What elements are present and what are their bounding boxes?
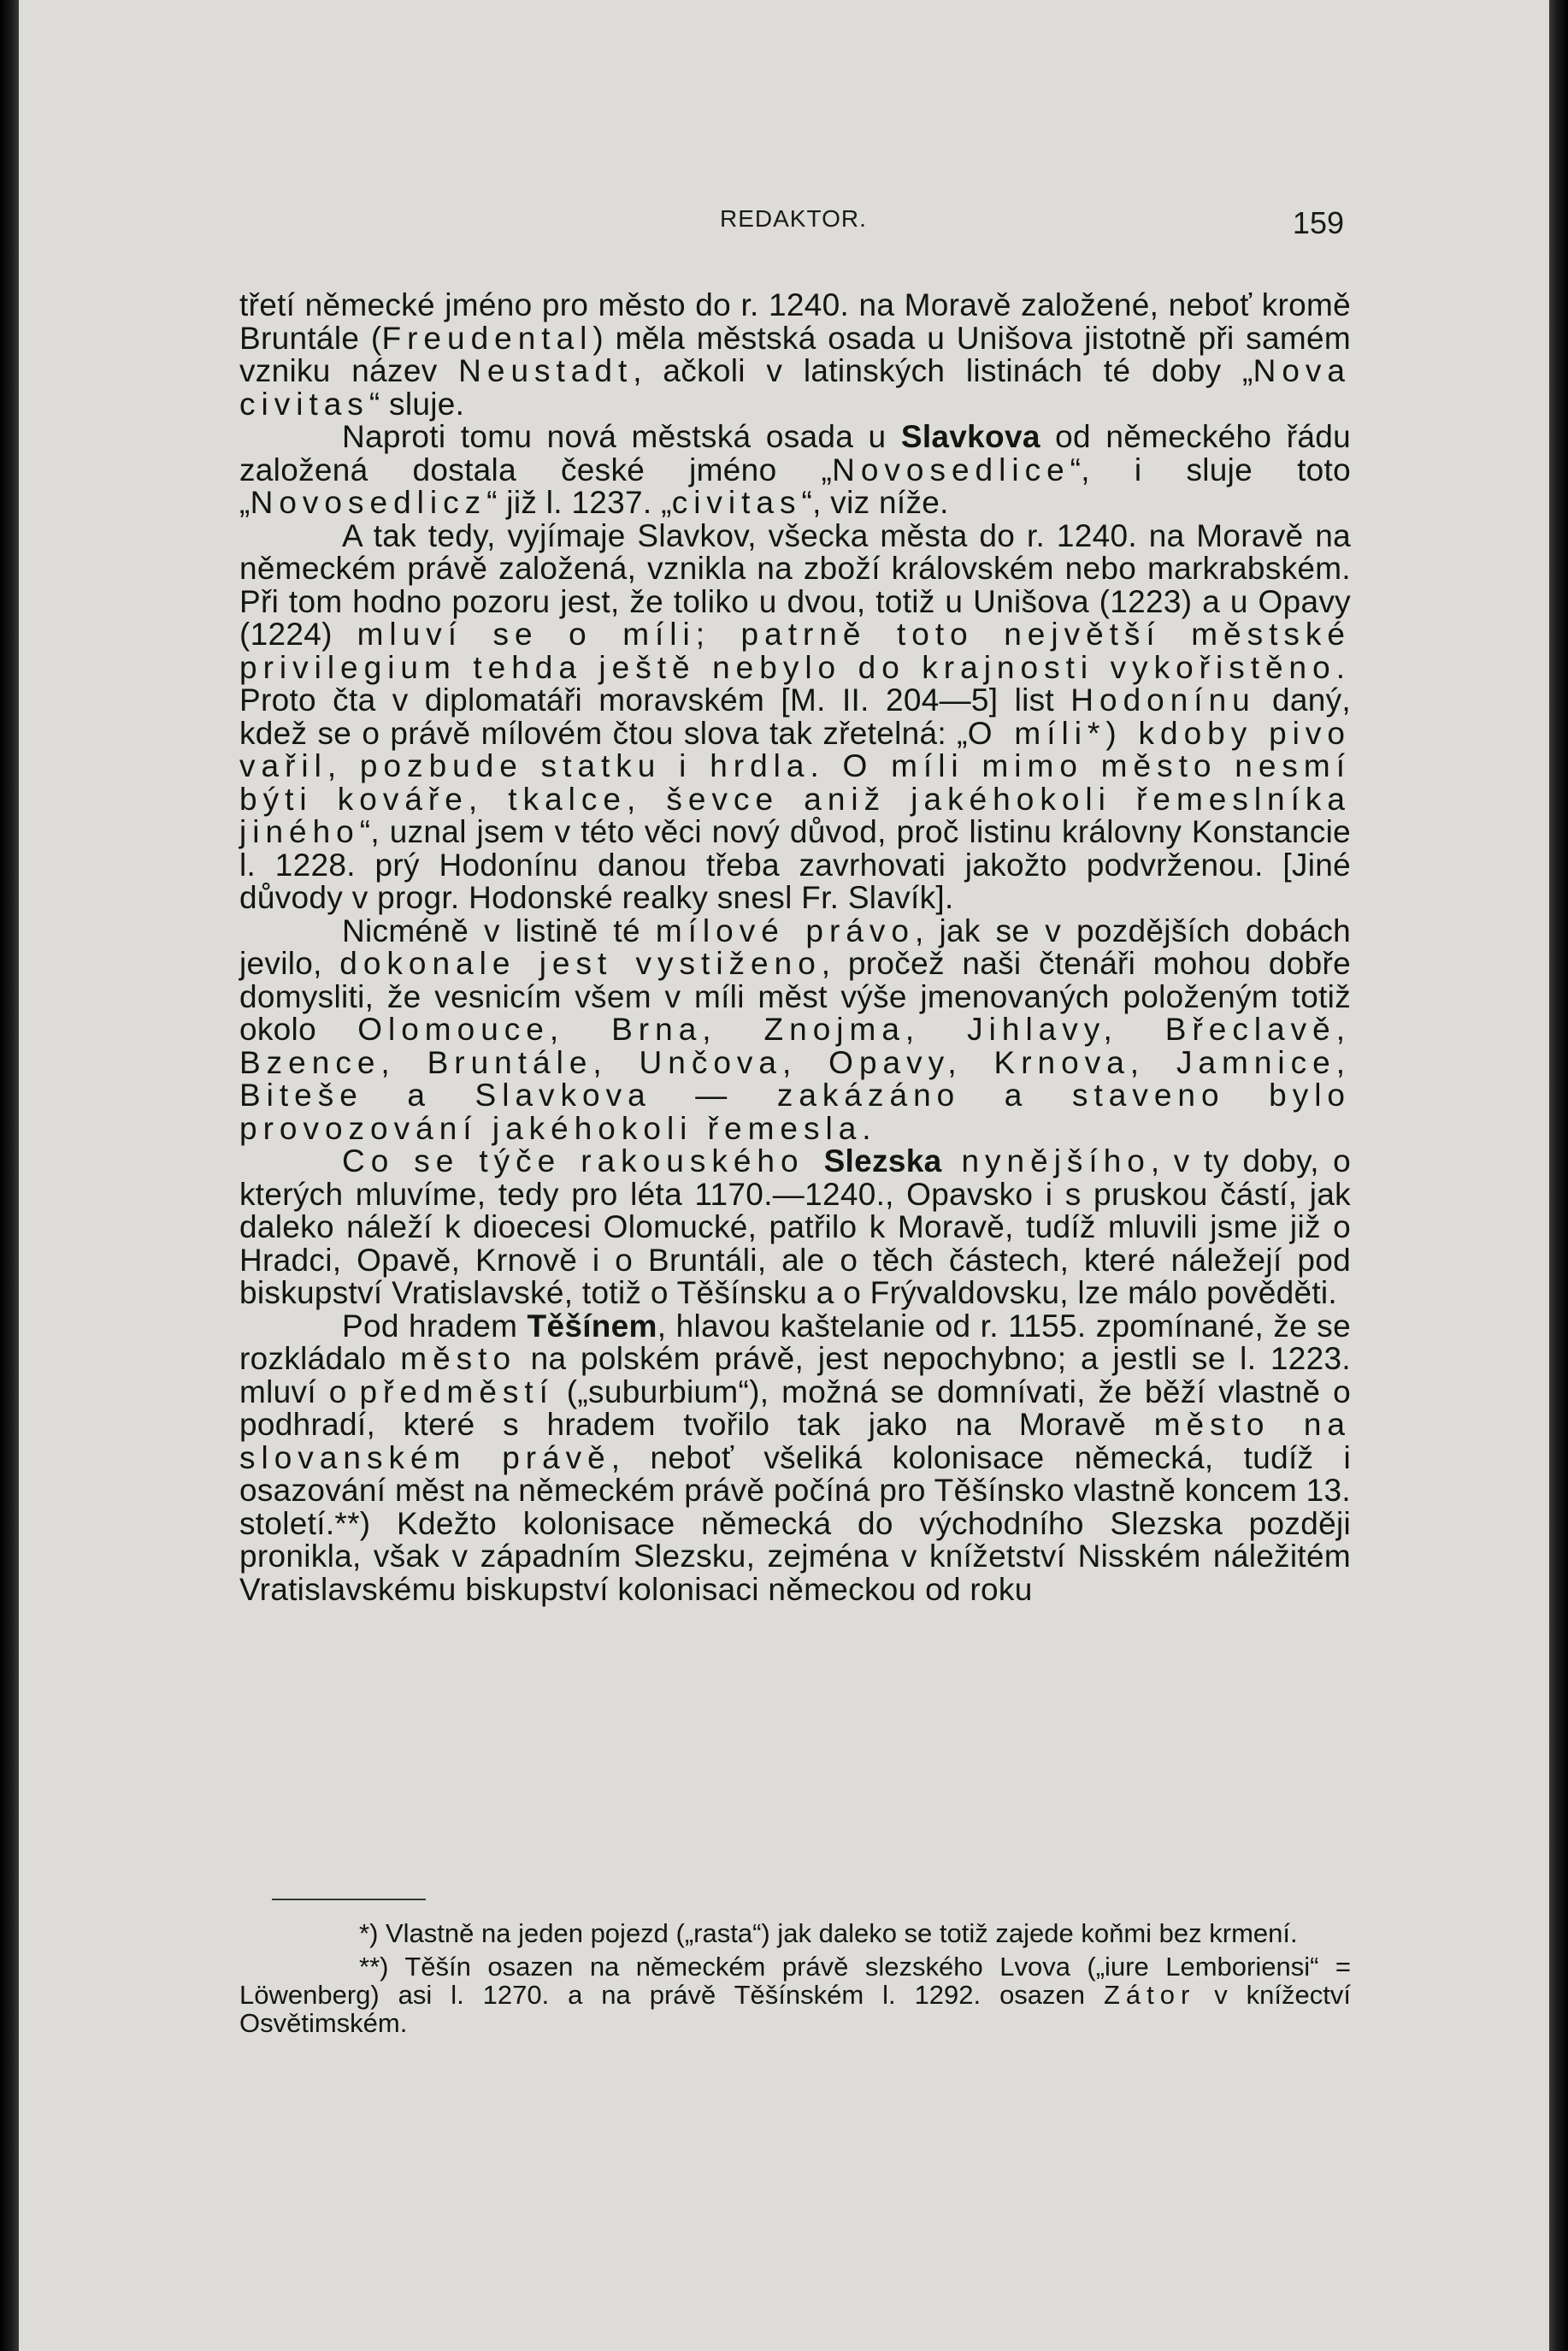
book-page <box>19 0 1549 2351</box>
paragraph-text: Proto čta v diplomatáři moravském [M. II. 204—5] list <box>239 682 1071 718</box>
paragraph-5 <box>239 1145 1351 1310</box>
paragraph-text: mílové právo <box>655 913 915 948</box>
paragraph-text: , v ty doby, o kterých mluvíme, tedy pro léta 1170.—1240., Opavsko i s pruskou částí, jak daleko náleží k dioecesi Olomucké, patřilo k Moravě, tudíž mluvili jsme již o Hradci, Opavě, Krnově i o Bruntáli, ale o těch částech, které náležejí pod biskupství Vratislavské, totiž o Těšínsku a o Frývaldovsku, lze málo pověděti. <box>239 1143 1352 1310</box>
paragraph-text: mluví se o míli; patrně toto největší městské privilegium tehda ještě nebylo do krajnosti vykořistěno. <box>239 617 1351 685</box>
running-title: REDAKTOR. <box>720 205 867 232</box>
paragraph-6 <box>239 1310 1351 1607</box>
paragraph-text: předměstí <box>359 1373 554 1409</box>
paragraph-text: město na slovanském právě <box>239 1407 1351 1475</box>
paragraph-text: město <box>400 1341 517 1376</box>
paragraph-text: („suburbium“), možná se domnívati, že běží vlastně o podhradí, které s hradem tvořilo tak jako na Moravě <box>239 1373 1352 1442</box>
paragraph-4 <box>239 915 1351 1146</box>
paragraph-text: Olomouce, Brna, Znojma, Jihlavy, Břeclavě, Bzence, Bruntále, Unčova, Opavy, Krnova, Jamnice, Biteše a Slavkova — zakázáno a staveno bylo provozování jakéhokoli řemesla. <box>239 1012 1351 1146</box>
paragraph-text: , jak se v pozdějších dobách jevilo, <box>239 913 1352 981</box>
paragraph-text: daný, kdež se o právě mílovém čtou slova tak zřetelná: „ <box>239 682 1351 751</box>
paragraph-text: A tak tedy, vyjímaje Slavkov, všecka města do r. 1240. na Moravě na německém právě založená, vznikla na zboží královském nebo markrabském. Při tom hodno pozoru jest, že toliko u dvou, totiž u Unišova (1223) a u Opavy (1224) <box>239 517 1351 652</box>
paragraph-text: Těšínem <box>527 1308 657 1344</box>
footnotes <box>239 1899 1351 2042</box>
paragraph-text: , pročež naši čtenáři mohou dobře domysliti, že vesnicím všem v míli měst výše jmenovaných položeným totiž okolo <box>239 946 1351 1047</box>
paragraph-text: , neboť všeliká kolonisace německá, tudíž i osazování měst na německém právě počíná pro Těšínsko vlastně koncem 13. století.**) Kdežto kolonisace německá do východního Slezska později pronikla, však v západním Slezsku, zejména v knížetství Nisském náležitém Vratislavskému biskupství kolonisaci německou od roku <box>239 1439 1351 1607</box>
page-header <box>241 205 1344 257</box>
footnote-rule <box>272 1899 426 1900</box>
paragraph-text: “, uznal jsem v této věci nový důvod, proč listinu královny Konstancie l. 1228. prý Hodonínu danou třeba zavrhovati jakožto podvrženou. [Jiné důvody v progr. Hodonské realky snesl Fr. Slavík]. <box>239 814 1351 915</box>
paragraph-text: , ačkoli v latinských listinách té doby „ <box>633 353 1253 388</box>
footnote-text: *) Vlastně na jeden pojezd („rasta“) jak daleko se totiž zajede koňmi bez krmení. <box>359 1918 1298 1948</box>
paragraph-text: Slezska <box>823 1143 942 1178</box>
paragraph-text: Freudental <box>381 320 593 356</box>
footnote-text: Zátor <box>1103 1980 1196 2010</box>
paragraph-text: “, viz níže. <box>801 485 949 520</box>
paragraph-text: třetí německé jméno pro město do r. 1240. na Moravě založené, neboť kromě Bruntále ( <box>239 287 1351 356</box>
paragraph-text: Naproti tomu nová městská osada u <box>342 419 901 454</box>
paragraph-text: “, i sluje toto „ <box>239 452 1351 520</box>
footnote-text: v knížectví Osvětimském. <box>239 1980 1352 2038</box>
paragraph-text: Nova civitas <box>239 353 1352 422</box>
paragraph-text: Novosedlice <box>832 452 1070 487</box>
footnote-list <box>239 1919 1351 2037</box>
paragraph-text: “ již l. 1237. „ <box>486 485 672 520</box>
paragraph-text: , hlavou kaštelanie od r. 1155. zpomínané, že se rozkládalo <box>239 1308 1351 1376</box>
paragraph-text: na polském právě, jest nepochybno; a jestli se l. 1223. mluví o <box>239 1341 1351 1409</box>
footnote-2 <box>239 1952 1351 2037</box>
paragraph-text: dokonale jest vystiženo <box>339 946 822 981</box>
paragraph-3 <box>239 517 1351 915</box>
body-text <box>239 289 1351 1606</box>
paragraph-text: O míli*) kdoby pivo vařil, pozbude statku i hrdla. O míli mimo město nesmí býti kováře, tkalce, ševce aniž jakéhokoli řemeslníka jiného <box>239 715 1351 849</box>
paragraph-text: od německého řádu založená dostala české jméno „ <box>239 419 1351 487</box>
paragraph-text: civitas <box>671 485 802 520</box>
paragraph-text: nynějšího <box>941 1143 1151 1178</box>
footnote-1 <box>239 1919 1351 1947</box>
footnote-text: **) Těšín osazen na německém právě slezského Lvova („iure Lemboriensi“ = Löwenberg) asi l. 1270. a na právě Těšínském l. 1292. osazen <box>239 1952 1351 2010</box>
paragraph-text: Co se týče rakouského <box>342 1143 824 1178</box>
paragraph-text: ) měla městská osada u Unišova jistotně při samém vzniku název <box>239 320 1351 388</box>
paragraph-text: Slavkova <box>900 419 1040 454</box>
paragraph-text: Pod hradem <box>342 1308 528 1344</box>
page-number: 159 <box>1292 205 1344 240</box>
scan-right-edge <box>1549 0 1568 2351</box>
paragraph-1 <box>239 289 1351 421</box>
paragraph-text: “ sluje. <box>368 386 465 422</box>
paragraph-text: Nicméně v listině té <box>342 913 656 948</box>
paragraph-text: Neustadt <box>458 353 634 388</box>
paragraph-text: Hodonínu <box>1070 682 1256 718</box>
paragraph-2 <box>239 421 1351 520</box>
paragraph-text: Novosedlicz <box>250 485 487 520</box>
scan-left-edge <box>0 0 19 2351</box>
